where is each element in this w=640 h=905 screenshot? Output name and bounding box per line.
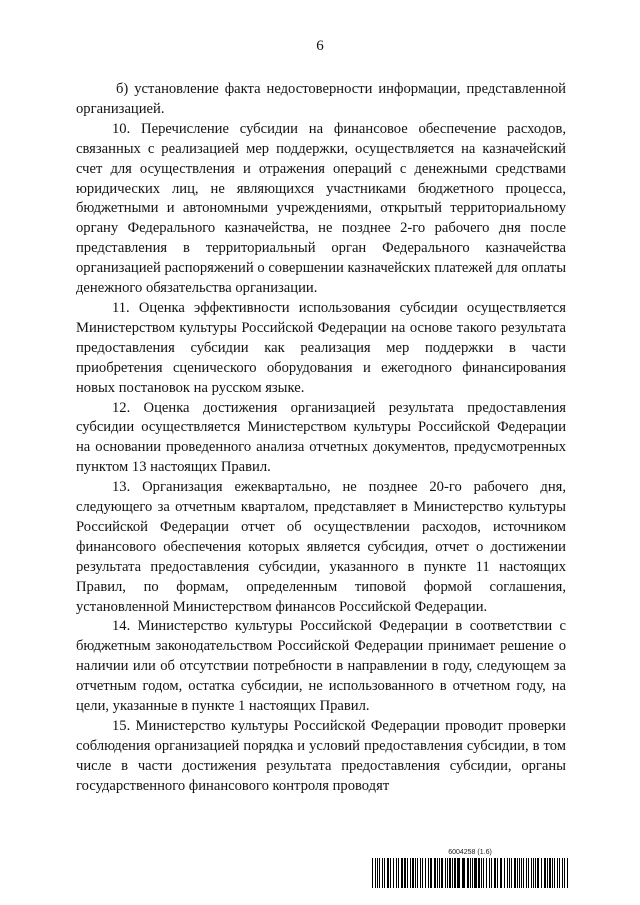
paragraph-11: 11. Оценка эффективности использования субсидии осуществляется Министерством культуры Российской Федерации на основе такого результата предоставления субсидии как реализация мер поддержки в части приобретения сценического оборудования и ежегодного финансирования новых постановок на русском языке. bbox=[76, 299, 566, 396]
paragraph-12: 12. Оценка достижения организацией результата предоставления субсидии осуществляется Министерством культуры Российской Федерации на основании проведенного анализа отчетных документов, предусмотренных пунктом 13 настоящих Правил. bbox=[76, 399, 566, 476]
barcode-label: 6004258 (1.6) bbox=[448, 849, 492, 856]
barcode-icon bbox=[372, 858, 568, 888]
paragraph-b: б) установление факта недостоверности информации, представленной организацией. bbox=[76, 81, 566, 117]
document-body bbox=[76, 80, 566, 797]
paragraph-10: 10. Перечисление субсидии на финансовое обеспечение расходов, связанных с реализацией мер поддержки, осуществляется на казначейский счет для осуществления и отражения операций с денежными средствами юридических лиц, не являющихся участниками бюджетного процесса, бюджетными и автономными учреждениями, открытый территориальному органу Федерального казначейства, не позднее 2-го рабочего дня после представления в территориальный орган Федерального казначейства организацией распоряжений о совершении казначейских платежей для оплаты денежного обязательства организации. bbox=[76, 120, 566, 297]
barcode-block bbox=[372, 848, 568, 888]
paragraph-14: 14. Министерство культуры Российской Федерации в соответствии с бюджетным законодательством Российской Федерации принимает решение о наличии или об отсутствии потребности в направлении в году, следующем за отчетным годом, остатка субсидии, не использованного в отчетном году, на цели, указанные в пункте 1 настоящих Правил. bbox=[76, 618, 566, 715]
paragraph-13: 13. Организация ежеквартально, не позднее 20-го рабочего дня, следующего за отчетным кварталом, представляет в Министерство культуры Российской Федерации отчет об осуществлении расходов, источником финансового обеспечения которых является субсидия, отчет о достижении результата предоставления субсидии, указанного в пункте 11 настоящих Правил, по формам, определенным типовой формой соглашения, установленной Министерством финансов Российской Федерации. bbox=[76, 479, 566, 615]
paragraph-15: 15. Министерство культуры Российской Федерации проводит проверки соблюдения организацией порядка и условий предоставления субсидии, в том числе в части достижения результата предоставления субсидии, органы государственного финансового контроля проводят bbox=[76, 718, 566, 794]
page-number: 6 bbox=[316, 38, 324, 54]
